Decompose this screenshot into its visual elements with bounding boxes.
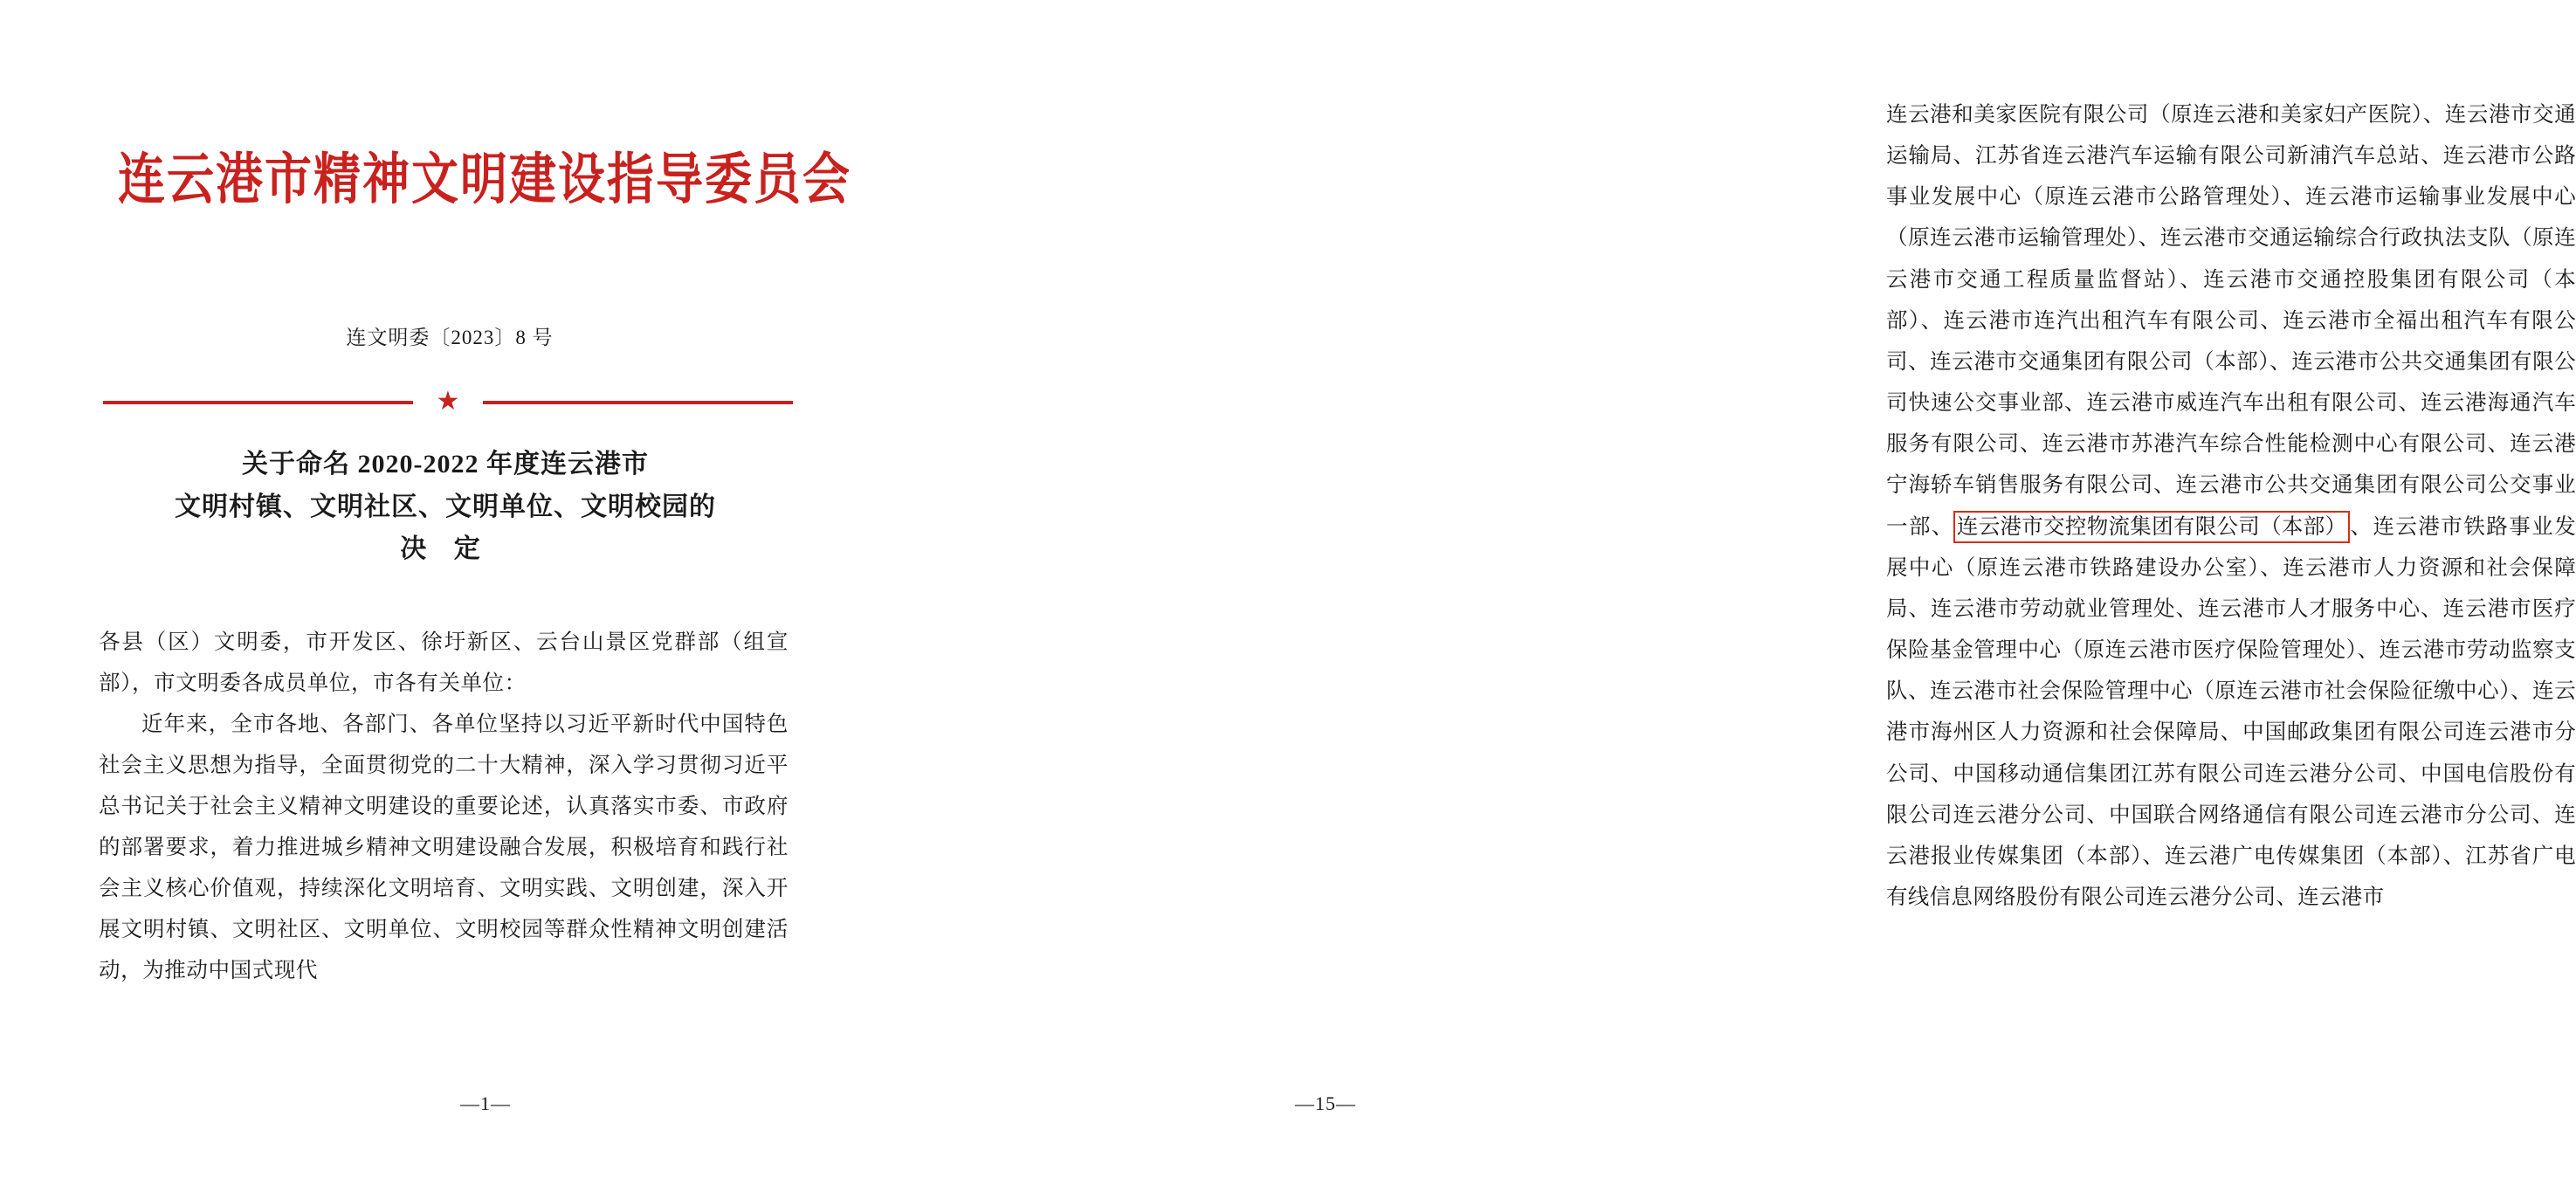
decision-title-line-3: 决 定 <box>400 534 491 564</box>
unit-list-paragraph <box>1886 94 2576 918</box>
salutation-paragraph: 各县（区）文明委，市开发区、徐圩新区、云台山景区党群部（组宣部），市文明委各成员单位，市各有关单位： <box>99 630 789 696</box>
document-body-left <box>99 622 789 991</box>
red-divider <box>103 387 793 416</box>
document-body-right <box>1886 94 2576 918</box>
red-rule-right <box>483 401 793 404</box>
unit-list-text-before: 连云港和美家医院有限公司（原连云港和美家妇产医院）、连云港市交通运输局、江苏省连云港汽车运输有限公司新浦汽车总站、连云港市公路事业发展中心（原连云港市公路管理处）、连云港市运输事业发展中心（原连云港市运输管理处）、连云港市交通运输综合行政执法支队（原连云港市交通工程质量监督站）、连云港市交通控股集团有限公司（本部）、连云港市连汽出租汽车有限公司、连云港市全福出租汽车有限公司、连云港市交通集团有限公司（本部）、连云港市公共交通集团有限公司快速公交事业部、连云港市威连汽车出租有限公司、连云港海通汽车服务有限公司、连云港市苏港汽车综合性能检测中心有限公司、连云港宁海轿车销售服务有限公司、连云港市公共交通集团有限公司公交事业一部、 <box>1886 103 2576 539</box>
document-number: 连文明委〔2023〕8 号 <box>346 327 554 348</box>
page-left <box>0 0 884 1178</box>
decision-title-line-2: 文明村镇、文明社区、文明单位、文明校园的 <box>175 492 716 521</box>
decision-title <box>92 444 799 571</box>
highlighted-unit-name: 连云港市交控物流集团有限公司（本部） <box>1953 511 2350 543</box>
star-icon: ★ <box>436 387 460 416</box>
page-number-left: —1— <box>460 1092 511 1114</box>
page-right <box>884 0 2576 1178</box>
unit-list-text-after: 、连云港市铁路事业发展中心（原连云港市铁路建设办公室）、连云港市人力资源和社会保障局、连云港市劳动就业管理处、连云港市人才服务中心、连云港市医疗保险基金管理中心（原连云港市医疗保险管理处）、连云港市劳动监察支队、连云港市社会保险管理中心（原连云港市社会保险征缴中心）、连云港市海州区人力资源和社会保障局、中国邮政集团有限公司连云港市分公司、中国移动通信集团江苏有限公司连云港分公司、中国电信股份有限公司连云港分公司、中国联合网络通信有限公司连云港市分公司、连云港报业传媒集团（本部）、连云港广电传媒集团（本部）、江苏省广电有线信息网络股份有限公司连云港分公司、连云港市 <box>1886 514 2576 909</box>
body-paragraph-1: 近年来，全市各地、各部门、各单位坚持以习近平新时代中国特色社会主义思想为指导，全面贯彻党的二十大精神，深入学习贯彻习近平总书记关于社会主义精神文明建设的重要论述，认真落实市委、市政府的部署要求，着力推进城乡精神文明建设融合发展，积极培育和践行社会主义核心价值观，持续深化文明培育、文明实践、文明创建，深入开展文明村镇、文明社区、文明单位、文明校园等群众性精神文明创建活动，为推动中国式现代 <box>99 713 789 983</box>
page-number-right: —15— <box>1295 1092 1356 1114</box>
red-rule-left <box>103 401 413 404</box>
page-title: 连云港市精神文明建设指导委员会 <box>118 148 851 211</box>
decision-title-line-1: 关于命名 2020-2022 年度连云港市 <box>242 450 649 479</box>
